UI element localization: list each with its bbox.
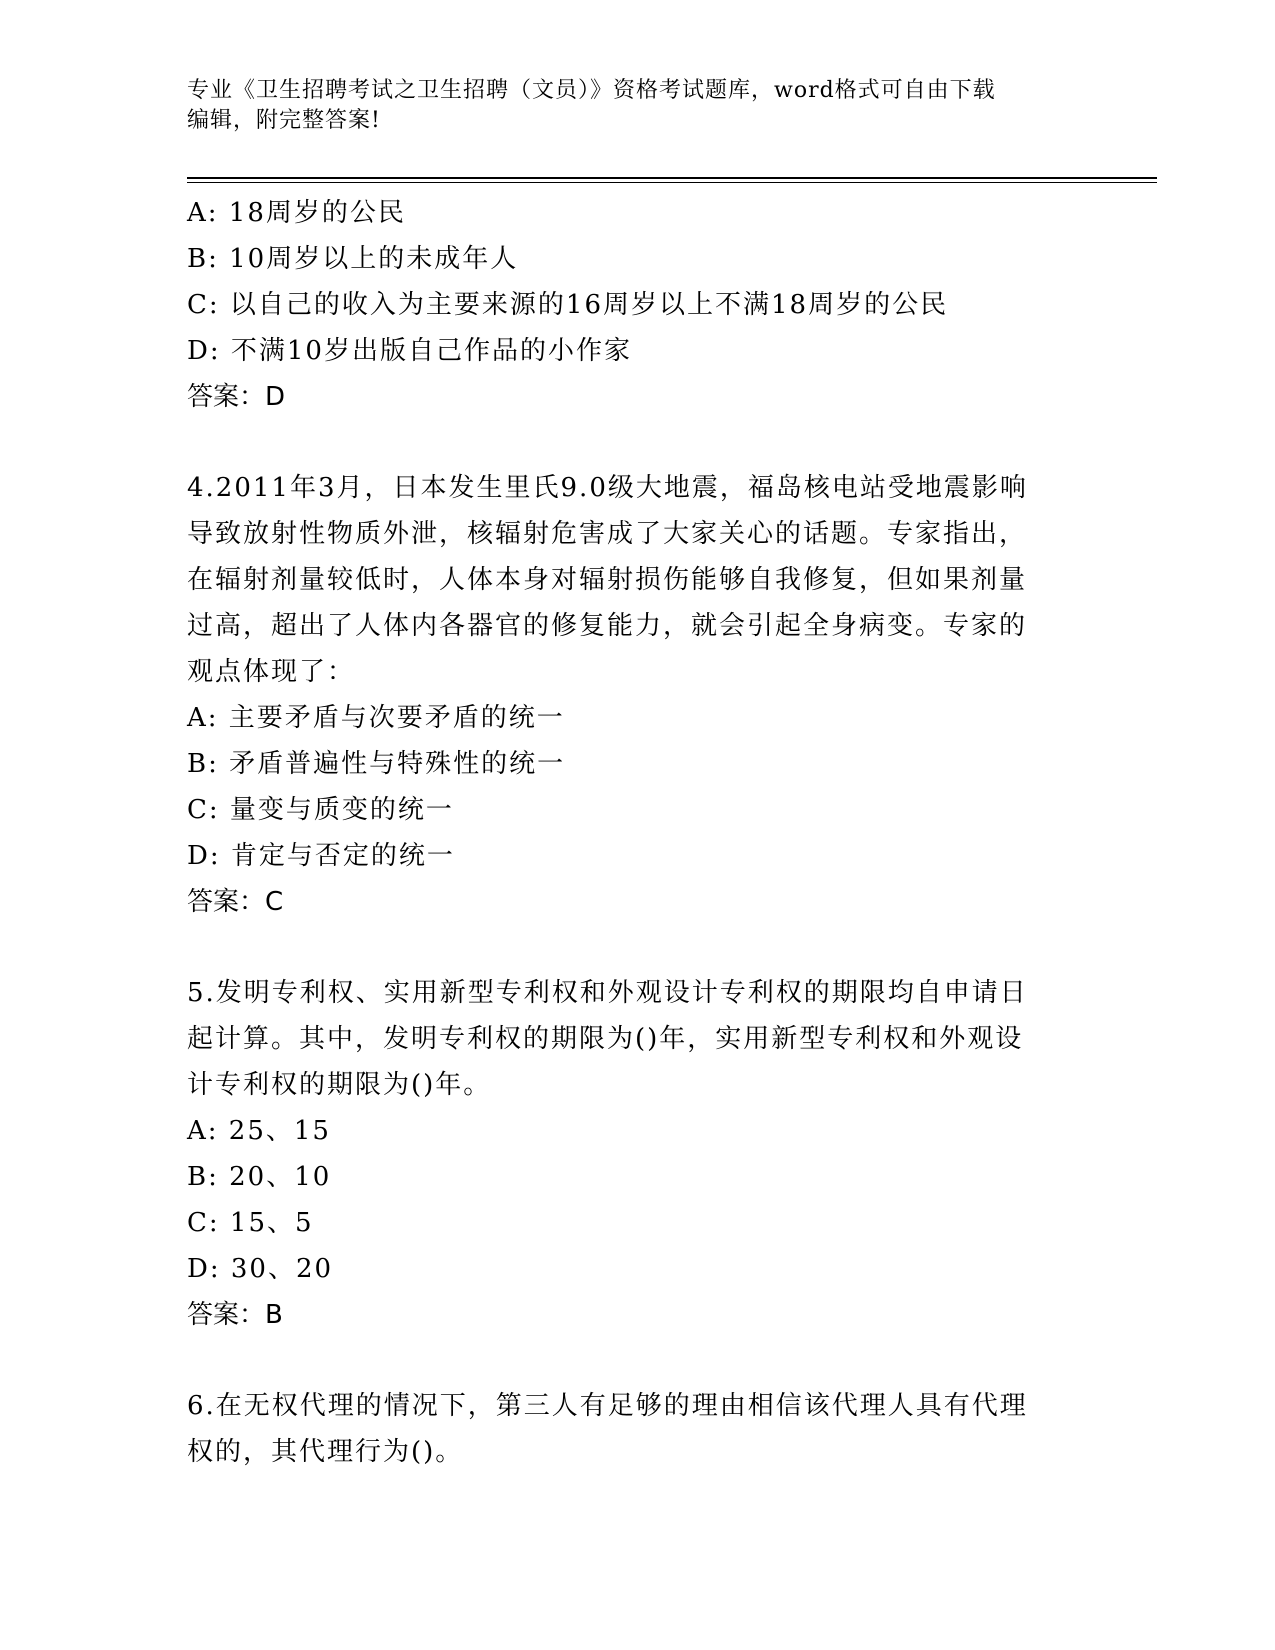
option-d: D: 30、20 xyxy=(187,1254,334,1284)
spacer xyxy=(187,925,1067,970)
option-a: A: 25、15 xyxy=(187,1116,331,1146)
question-text-line: 计专利权的期限为()年。 xyxy=(187,1070,492,1100)
header-line-2: 编辑，附完整答案! xyxy=(187,108,381,133)
question-text-line: 权的，其代理行为()。 xyxy=(187,1437,464,1467)
question-text-line: 5.发明专利权、实用新型专利权和外观设计专利权的期限均自申请日 xyxy=(187,978,1028,1008)
question-6-text xyxy=(187,1383,1067,1475)
question-text-line: 6.在无权代理的情况下，第三人有足够的理由相信该代理人具有代理 xyxy=(187,1391,1028,1421)
question-5 xyxy=(187,970,1067,1338)
question-4 xyxy=(187,465,1067,925)
previous-question xyxy=(187,190,1067,420)
option-a: A: 18周岁的公民 xyxy=(187,198,406,228)
option-a: A: 主要矛盾与次要矛盾的统一 xyxy=(187,703,565,733)
question-text-line: 在辐射剂量较低时，人体本身对辐射损伤能够自我修复，但如果剂量 xyxy=(187,565,1028,595)
question-text-line: 导致放射性物质外泄，核辐射危害成了大家关心的话题。专家指出， xyxy=(187,519,1028,549)
option-b: B: 20、10 xyxy=(187,1162,332,1192)
header-divider-thick xyxy=(187,177,1157,179)
option-d: D: 肯定与否定的统一 xyxy=(187,841,455,871)
question-text-line: 4.2011年3月，日本发生里氏9.0级大地震，福岛核电站受地震影响 xyxy=(187,473,1028,503)
question-4-text xyxy=(187,465,1067,695)
option-d: D: 不满10岁出版自己作品的小作家 xyxy=(187,336,632,366)
question-text-line: 过高，超出了人体内各器官的修复能力，就会引起全身病变。专家的 xyxy=(187,611,1028,641)
option-b: B: 矛盾普遍性与特殊性的统一 xyxy=(187,749,566,779)
spacer xyxy=(187,1338,1067,1383)
question-content xyxy=(187,190,1067,1475)
header-line-1: 专业《卫生招聘考试之卫生招聘（文员）》资格考试题库，word格式可自由下载 xyxy=(187,78,996,103)
question-6 xyxy=(187,1383,1067,1475)
document-header xyxy=(187,76,1087,136)
answer-line: 答案：B xyxy=(187,1300,283,1330)
option-c: C: 以自己的收入为主要来源的16周岁以上不满18周岁的公民 xyxy=(187,290,949,320)
option-b: B: 10周岁以上的未成年人 xyxy=(187,244,519,274)
answer-line: 答案：D xyxy=(187,382,286,412)
header-divider-thin xyxy=(187,182,1157,183)
answer-line: 答案：C xyxy=(187,887,284,917)
question-text-line: 观点体现了： xyxy=(187,657,356,687)
question-text-line: 起计算。其中，发明专利权的期限为()年，实用新型专利权和外观设 xyxy=(187,1024,1024,1054)
spacer xyxy=(187,420,1067,465)
question-5-text xyxy=(187,970,1067,1108)
option-c: C: 15、5 xyxy=(187,1208,314,1238)
option-c: C: 量变与质变的统一 xyxy=(187,795,454,825)
